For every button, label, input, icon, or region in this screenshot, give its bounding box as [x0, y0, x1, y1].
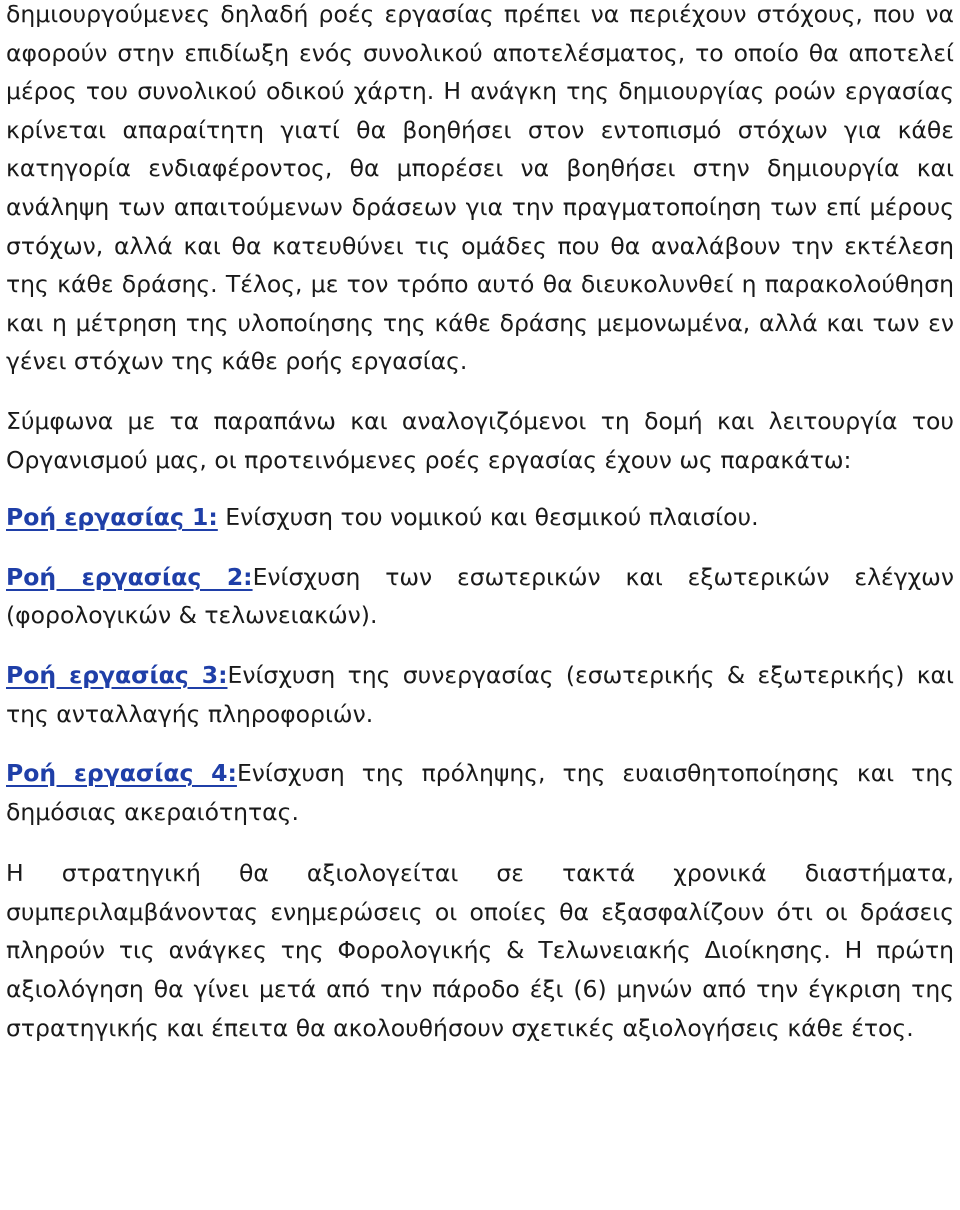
workflow-label-2[interactable]: Ροή εργασίας 2: — [6, 562, 253, 591]
workflow-item-4 — [6, 754, 954, 831]
workflow-text-2: Ενίσχυση των εσωτερικών και εξωτερικών ελέγχων (φορολογικών & τελωνειακών). — [6, 562, 954, 630]
workflow-item-1 — [6, 498, 954, 537]
evaluation-paragraph: Η στρατηγική θα αξιολογείται σε τακτά χρονικά διαστήματα, συμπεριλαμβάνοντας ενημερώσεις οι οποίες θα εξασφαλίζουν ότι οι δράσεις πληρούν τις ανάγκες της Φορολογικής & Τελωνειακής Διοίκησης. Η πρώτη αξιολόγηση θα γίνει μετά από την πάροδο έξι (6) μηνών από την έγκριση της στρατηγικής και έπειτα θα ακολουθήσουν σχετικές αξιολογήσεις κάθε έτος. — [6, 859, 954, 1042]
workflow-item-2 — [6, 558, 954, 635]
workflow-item-3 — [6, 656, 954, 733]
workflow-text-4: Ενίσχυση της πρόληψης, της ευαισθητοποίησης και της δημόσιας ακεραιότητας. — [6, 759, 954, 826]
intro-paragraph: δημιουργούμενες δηλαδή ροές εργασίας πρέπει να περιέχουν στόχους, που να αφορούν στην επιδίωξη ενός συνολικού αποτελέσματος, το οποίο θα αποτελεί μέρος του συνολικού οδικού χάρτη. Η ανάγκη της δημιουργίας ροών εργασίας κρίνεται απαραίτητη γιατί θα βοηθήσει στον εντοπισμό στόχων για κάθε κατηγορία ενδιαφέροντος, θα μπορέσει να βοηθήσει στην δημιουργία και ανάληψη των απαιτούμενων δράσεων για την πραγματοποίηση των επί μέρους στόχων, αλλά και θα κατευθύνει τις ομάδες που θα αναλάβουν την εκτέλεση της κάθε δράσης. Τέλος, με τον τρόπο αυτό θα διευκολυνθεί η παρακολούθηση και η μέτρηση της υλοποίησης της κάθε δράσης μεμονωμένα, αλλά και των εν γένει στόχων της κάθε ροής εργασίας. — [6, 0, 954, 376]
workflow-text-3: Ενίσχυση της συνεργασίας (εσωτερικής & εξωτερικής) και της ανταλλαγής πληροφοριών. — [6, 660, 954, 728]
workflow-label-4[interactable]: Ροή εργασίας 4: — [6, 759, 237, 788]
structure-paragraph: Σύμφωνα με τα παραπάνω και αναλογιζόμενοι τη δομή και λειτουργία του Οργανισμού μας, οι προτεινόμενες ροές εργασίας έχουν ως παρακάτω: — [6, 406, 954, 474]
workflow-label-1[interactable]: Ροή εργασίας 1: — [6, 503, 218, 532]
workflow-label-3[interactable]: Ροή εργασίας 3: — [6, 660, 228, 689]
workflow-text-1: Ενίσχυση του νομικού και θεσμικού πλαισίου. — [217, 503, 759, 532]
